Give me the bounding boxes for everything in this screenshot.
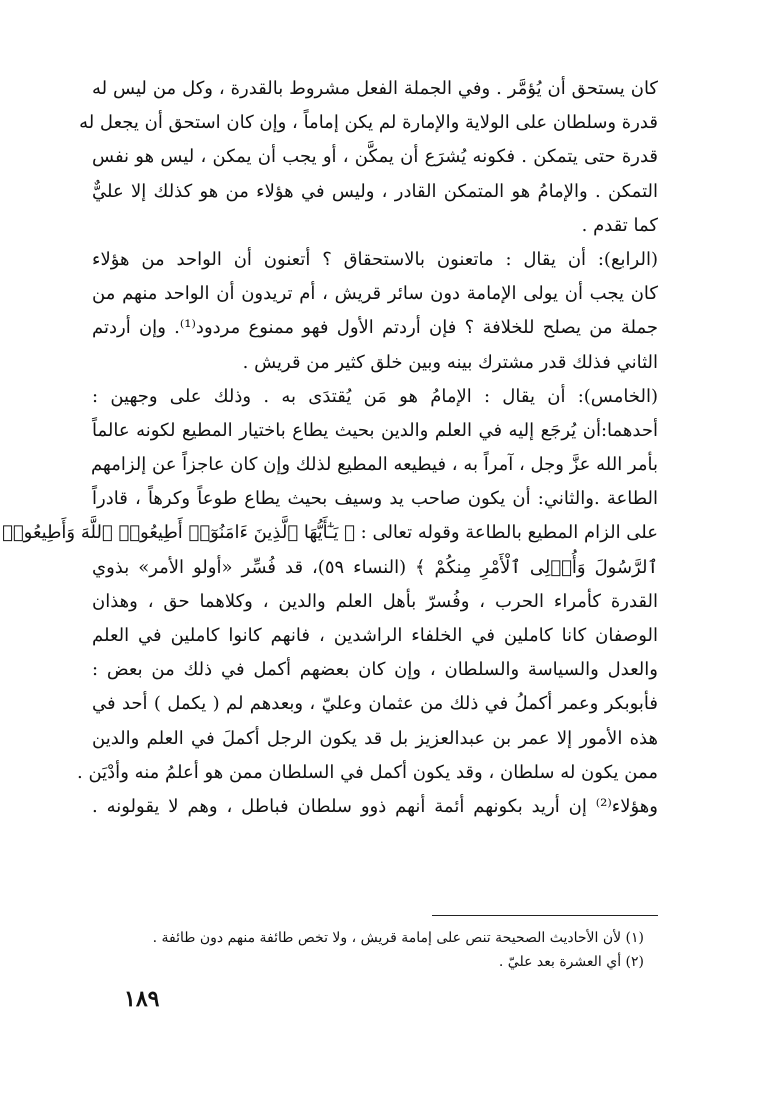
text-line: الوصفان كانا كاملين في الخلفاء الراشدين ، فانهم كانوا كاملين في العلم [92,625,658,646]
text-line: جملة من يصلح للخلافة ؟ فإن أردتم الأول فهو ممنوع مردود⁽¹⁾. وإن أردتم [92,317,658,339]
text-line: والعدل والسياسة والسلطان ، وإن كان بعضهم أكمل في ذلك من بعض : [92,659,658,681]
text-line: ممن يكون له سلطان ، وقد يكون أكمل في السلطان ممن هو أعلمُ منه وأدْيَن . [77,761,658,783]
text-line: (الرابع): أن يقال : ماتعنون بالاستحقاق ؟ أتعنون أن الواحد من هؤلاء [92,248,658,270]
text-line: الثاني فذلك قدر مشترك بينه وبين خلق كثير من قريش . [242,351,658,373]
footnotes [92,926,644,974]
text-line: (الخامس): أن يقال : الإمامُ هو مَن يُقتدَى به . وذلك على وجهين : [92,385,658,407]
footnote-2: (٢) أي العشرة بعد عليّ . [498,954,644,970]
text-line: الطاعة .والثاني: أن يكون صاحب يد وسيف بحيث يطاع طوعاً وكرهاً ، قادراً [92,488,658,510]
text-line: وهؤلاء⁽²⁾ إن أريد بكونهم أئمة أنهم ذوو سلطان فباطل ، وهم لا يقولونه . [92,795,658,817]
text-line: بأمر الله عزَّ وجل ، آمراً به ، فيطيعه المطيع لذلك وإن كان عاجزاً عن إلزامهم [90,454,658,476]
text-line: أحدهما:أن يُرجَع إليه في العلم والدين بحيث يطاع باختيار المطيع لكونه عالماً [92,419,658,441]
text-line: التمكن . والإمامُ هو المتمكن القادر ، وليس في هؤلاء من هو كذلك إلا عليٌّ [92,180,658,202]
quran-verse-line: ٱلرَّسُولَ وَأُو۟لِى ٱلْأَمْرِ مِنكُمْ ﴾ (النساء ٥٩)، قد فُسِّر «أولو الأمر» بذوي [92,556,658,578]
main-text [2,72,658,824]
text-line: قدرة وسلطان على الولاية والإمارة لم يكن إماماً ، وإن كان استحق أن يجعل له [79,112,658,134]
text-line: كان يجب أن يولى الإمامة دون سائر قريش ، أم تريدون أن الواحد منهم من [92,283,658,305]
text-line: فأبوبكر وعمر أكملُ في ذلك من عثمان وعليّ ، وبعدهم لم ( يكمل ) أحد في [92,693,658,715]
footnote-1: (١) لأن الأحاديث الصحيحة تنص على إمامة قريش ، ولا تخص طائفة منهم دون طائفة . [152,930,644,946]
text-line: كان يستحق أن يُؤمَّر . وفي الجملة الفعل مشروط بالقدرة ، وكل من ليس له [92,78,658,99]
page-number: ١٨٩ [124,986,160,1012]
text-line: قدرة حتى يتمكن . فكونه يُشرَع أن يمكَّن ، أو يجب أن يمكن ، ليس هو نفس [92,146,658,168]
text-line: القدرة كأمراء الحرب ، وفُسرّ بأهل العلم والدين ، وكلاهما حق ، وهذان [92,590,658,612]
footnote-separator [432,915,658,916]
text-line: كما تقدم . [581,214,658,236]
text-line: هذه الأمور إلا عمر بن عبدالعزيز بل قد يكون الرجل أكملَ في العلم والدين [92,727,658,749]
quran-verse-line: على الزام المطيع بالطاعة وقوله تعالى : ﴿ يَـٰٓأَيُّهَا ٱلَّذِينَ ءَامَنُوٓا۟ أَطِيعُوا۟ ٱللَّهَ وَأَطِيعُوا۟ [2,522,658,544]
